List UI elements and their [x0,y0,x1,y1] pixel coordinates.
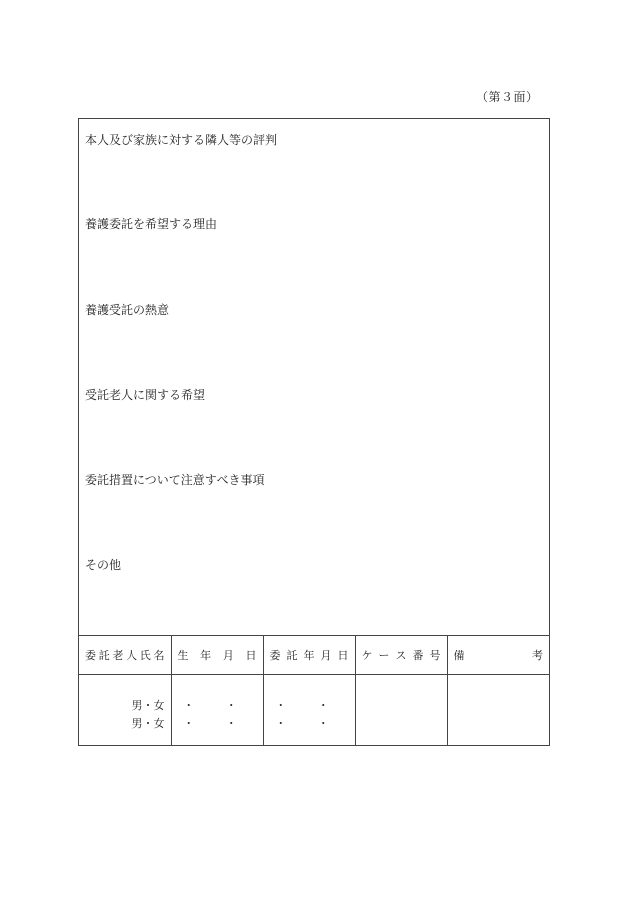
question-notes: 委託措置について注意すべき事項 [85,473,265,487]
cell-birth-date[interactable] [171,675,263,746]
header-elder-name: 委 託 老 人 氏 名 [79,636,171,675]
sex-option: 男・女 [131,699,165,712]
sex-option: 男・女 [131,717,165,730]
date-separator: ・ ・ [183,699,251,712]
question-reason-for-request: 養護委託を希望する理由 [85,217,218,231]
table-row [79,675,549,746]
cell-entrust-date[interactable] [263,675,355,746]
date-separator: ・ ・ [183,717,251,730]
cell-elder-name[interactable] [79,675,171,746]
question-enthusiasm: 養護受託の熱意 [85,303,170,317]
cell-case-number[interactable] [355,675,447,746]
record-table [79,635,549,745]
date-separator: ・ ・ [275,699,343,712]
header-remarks: 備 考 [447,636,549,675]
form-box [78,118,550,746]
page-number-label: （第３面） [476,90,539,104]
header-entrust-date: 委 託 年 月 日 [263,636,355,675]
question-preferences: 受託老人に関する希望 [85,388,206,402]
cell-remarks[interactable] [447,675,549,746]
date-separator: ・ ・ [275,717,343,730]
question-other: その他 [85,558,122,572]
header-case-number: ケ ー ス 番 号 [355,636,447,675]
header-birth-date: 生 年 月 日 [171,636,263,675]
question-neighbor-reputation: 本人及び家族に対する隣人等の評判 [85,133,278,147]
